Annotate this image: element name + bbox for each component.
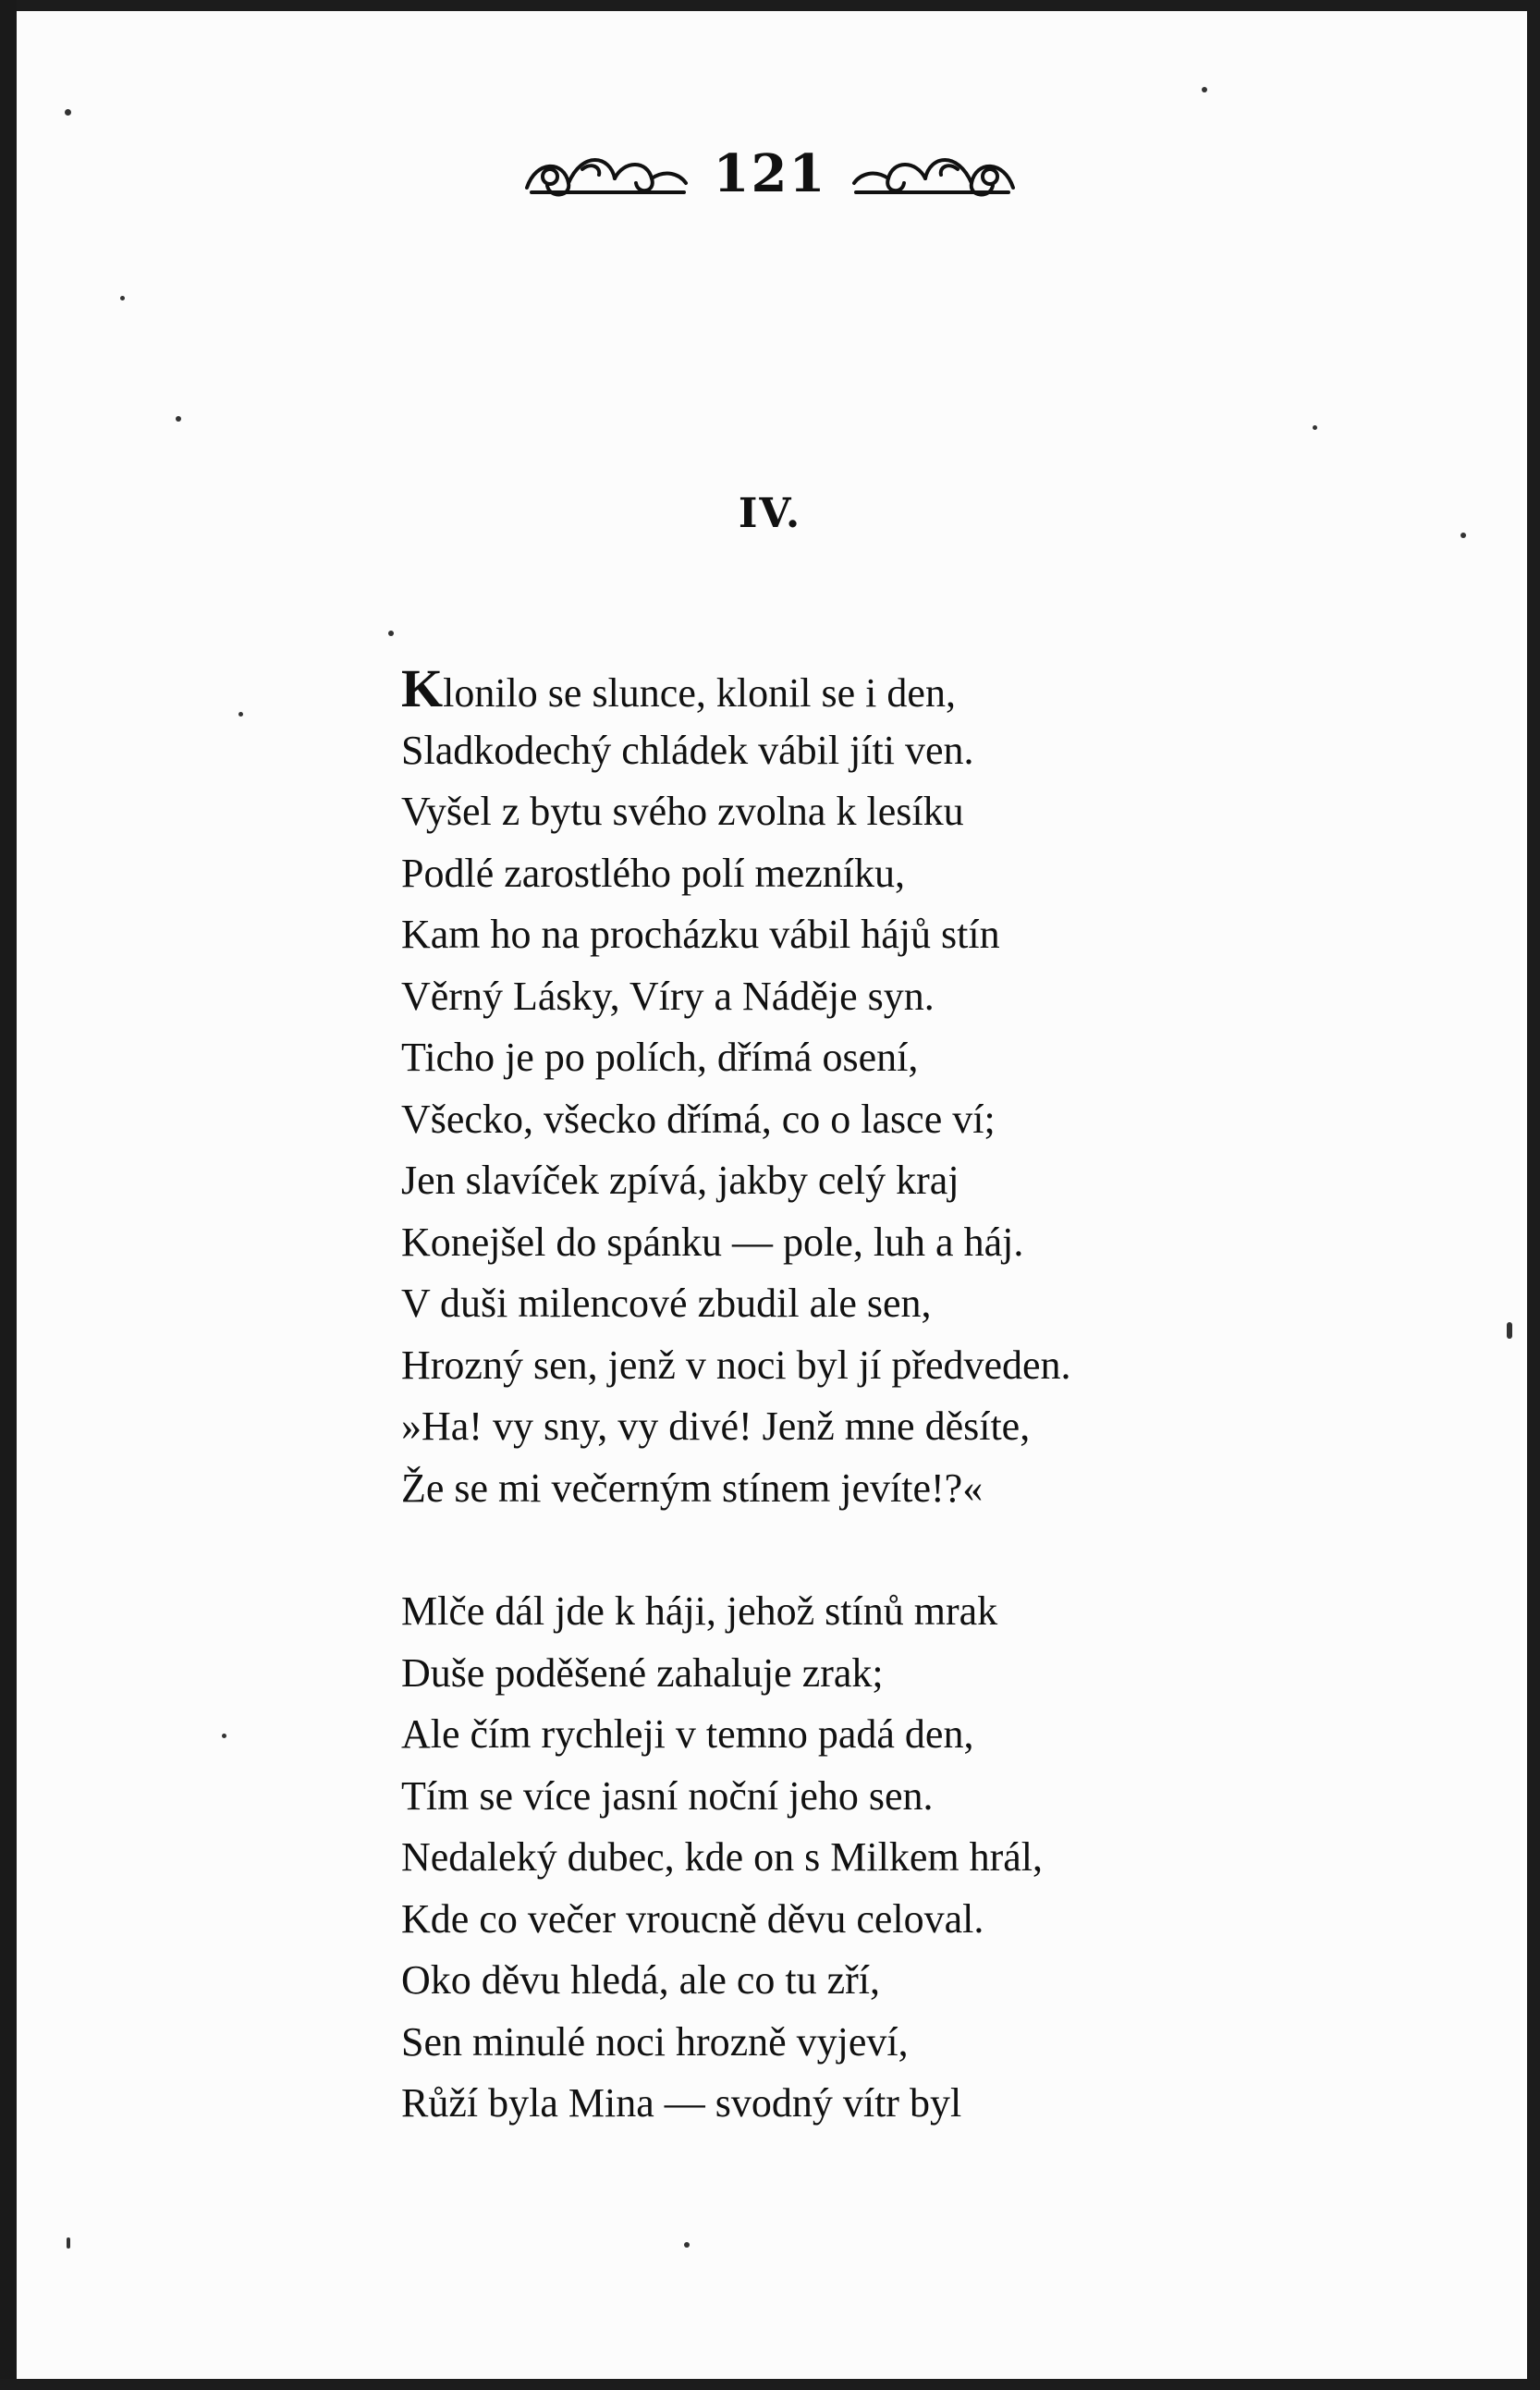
- poem-line: Vyšel z bytu svého zvolna k lesíku: [401, 789, 964, 834]
- poem-line: Nedaleký dubec, kde on s Milkem hrál,: [401, 1834, 1044, 1880]
- poem-line: Sladkodechý chládek vábil jíti ven.: [401, 727, 974, 773]
- poem-line: Všecko, všecko dřímá, co o lasce ví;: [401, 1096, 996, 1142]
- poem-line: Ticho je po polích, dřímá osení,: [401, 1035, 919, 1080]
- scan-speck: [1507, 1322, 1512, 1339]
- scan-speck: [120, 296, 125, 300]
- scan-border-top: [0, 0, 1540, 11]
- poem-line: Kam ho na procházku vábil hájů stín: [401, 912, 1000, 957]
- poem-line: V duši milencové zbudil ale sen,: [401, 1281, 932, 1326]
- poem-line: Růží byla Mina — svodný vítr byl: [401, 2080, 962, 2126]
- scan-speck: [1202, 87, 1207, 92]
- scan-border-left: [0, 0, 17, 2390]
- poem-line: »Ha! vy sny, vy divé! Jenž mne děsíte,: [401, 1403, 1031, 1449]
- scan-speck: [176, 416, 181, 422]
- poem-line: Podlé zarostlého polí mezníku,: [401, 850, 905, 896]
- page-number: 121: [713, 143, 827, 204]
- scan-border-right: [1527, 0, 1540, 2390]
- ornament-right-icon: [847, 141, 1022, 206]
- poem-line: Hrozný sen, jenž v noci byl jí předveden.: [401, 1342, 1071, 1388]
- scan-speck: [65, 109, 71, 116]
- poem-line-text: lonilo se slunce, klonil se i den,: [443, 670, 956, 716]
- poem-line: Oko děvu hledá, ale co tu zří,: [401, 1957, 881, 2003]
- stanza-2: [401, 1581, 1326, 2135]
- scan-speck: [238, 712, 243, 717]
- poem-line: Kde co večer vroucně děvu celoval.: [401, 1895, 984, 1942]
- poem-line: [401, 658, 1326, 720]
- scan-speck: [684, 2242, 690, 2248]
- poem-line: Jen slavíček zpívá, jakby celý kraj: [401, 1158, 959, 1203]
- poem-line: Mlče dál jde k háji, jehož stínů mrak: [401, 1588, 998, 1634]
- chapter-numeral: IV.: [738, 490, 802, 537]
- page-header: [0, 137, 1540, 211]
- scan-speck: [1461, 533, 1466, 538]
- initial-letter: K: [401, 658, 444, 718]
- poem-line: Věrný Lásky, Víry a Náděje syn.: [401, 973, 935, 1019]
- ornament-left-icon: [518, 141, 693, 206]
- scan-speck: [1313, 425, 1317, 430]
- stanza-1: [401, 658, 1326, 1519]
- poem-line: Ale čím rychleji v temno padá den,: [401, 1711, 974, 1757]
- scan-speck: [67, 2237, 70, 2249]
- poem-line: Sen minulé noci hrozně vyjeví,: [401, 2018, 909, 2065]
- scan-speck: [388, 631, 394, 636]
- scan-border-bottom: [0, 2379, 1540, 2390]
- poem-line: Že se mi večerným stínem jevíte!?«: [401, 1465, 984, 1511]
- scan-speck: [222, 1734, 226, 1738]
- poem-line: Duše poděšené zahaluje zrak;: [401, 1649, 884, 1696]
- poem-line: Konejšel do spánku — pole, luh a háj.: [401, 1219, 1024, 1265]
- poem-line: Tím se více jasní noční jeho sen.: [401, 1772, 934, 1819]
